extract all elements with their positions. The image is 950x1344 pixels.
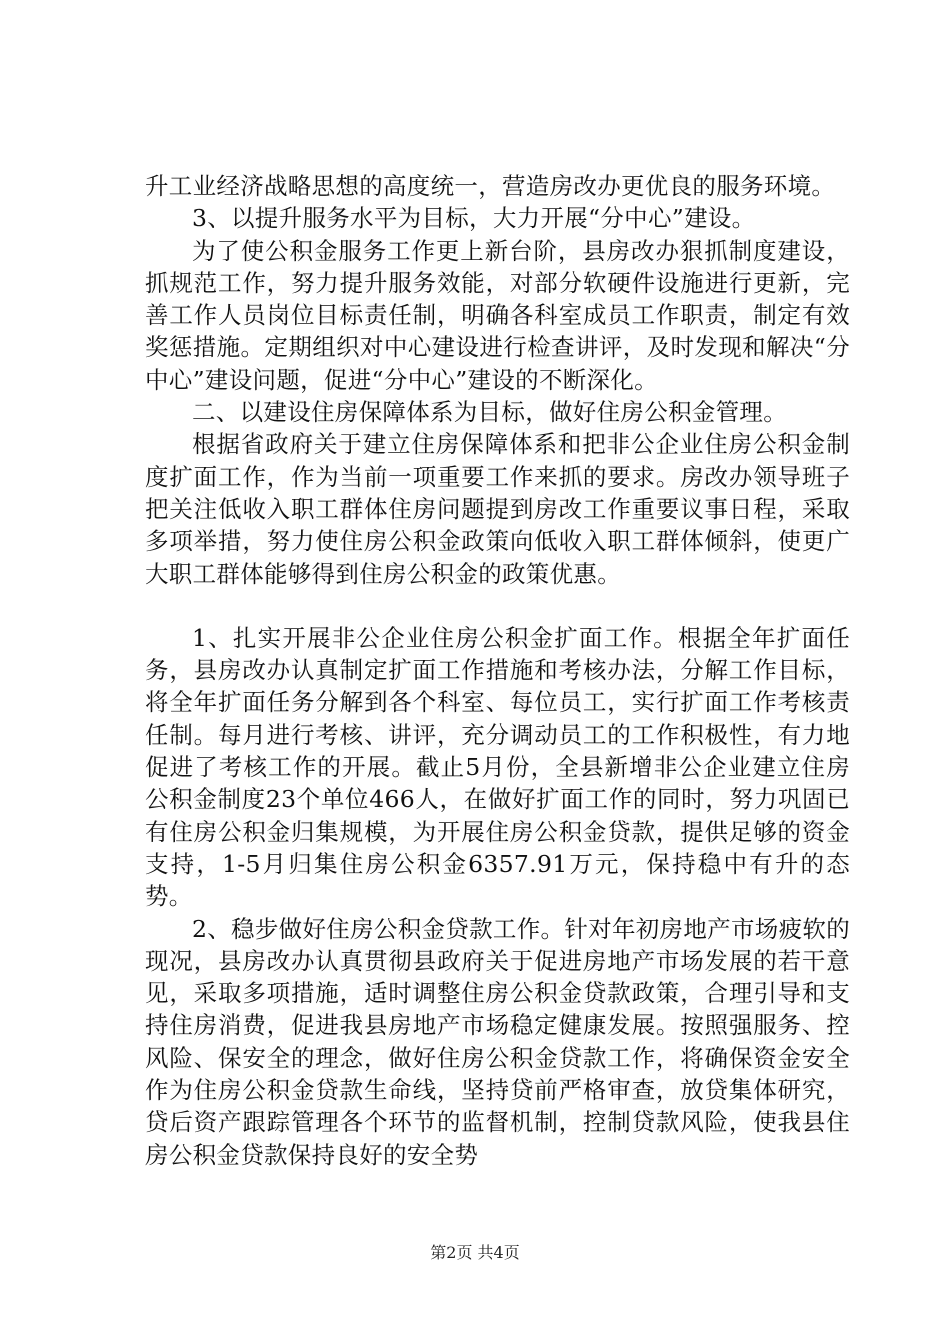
paragraph-spacer (145, 590, 850, 622)
paragraph-housing-security: 根据省政府关于建立住房保障体系和把非公企业住房公积金制度扩面工作，作为当前一项重要工作来抓的要求。房改办领导班子把关注低收入职工群体住房问题提到房改工作重要议事日程，采取多项举措，努力使住房公积金政策向低收入职工群体倾斜，使更广大职工群体能够得到住房公积金的政策优惠。 (145, 430, 850, 588)
paragraph-continuation: 升工业经济战略思想的高度统一，营造房改办更优良的服务环境。 (145, 172, 836, 200)
document-body (145, 170, 850, 1171)
paragraph-loan-work: 2、稳步做好住房公积金贷款工作。针对年初房地产市场疲软的现况，县房改办认真贯彻县政府关于促进房地产市场发展的若干意见，采取多项措施，适时调整住房公积金贷款政策，合理引导和支持住房消费，促进我县房地产市场稳定健康发展。按照强服务、控风险、保安全的理念，做好住房公积金贷款工作，将确保资金安全作为住房公积金贷款生命线，坚持贷前严格审查，放贷集体研究，贷后资产跟踪管理各个环节的监督机制，控制贷款风险，使我县住房公积金贷款保持良好的安全势 (145, 914, 850, 1169)
page-number-footer: 第2页 共4页 (430, 1243, 520, 1262)
paragraph-heading-3: 3、以提升服务水平为目标，大力开展“分中心”建设。 (192, 204, 756, 233)
paragraph-heading-2: 二、以建设住房保障体系为目标，做好住房公积金管理。 (192, 398, 787, 427)
paragraph-expansion-work: 1、扎实开展非公企业住房公积金扩面工作。根据全年扩面任务，县房改办认真制定扩面工作措施和考核办法，分解工作目标，将全年扩面任务分解到各个科室、每位员工，实行扩面工作考核责任制。每月进行考核、讲评，充分调动员工的工作积极性，有力地促进了考核工作的开展。截止5月份，全县新增非公企业建立住房公积金制度23个单位466人，在做好扩面工作的同时，努力巩固已有住房公积金归集规模，为开展住房公积金贷款，提供足够的资金支持，1-5月归集住房公积金6357.91万元，保持稳中有升的态势。 (145, 623, 850, 911)
paragraph-service-center: 为了使公积金服务工作更上新台阶，县房改办狠抓制度建设，抓规范工作，努力提升服务效能，对部分软硬件设施进行更新，完善工作人员岗位目标责任制，明确各科室成员工作职责，制定有效奖惩措施。定期组织对中心建设进行检查讲评，及时发现和解决“分中心”建设问题，促进“分中心”建设的不断深化。 (145, 236, 850, 394)
